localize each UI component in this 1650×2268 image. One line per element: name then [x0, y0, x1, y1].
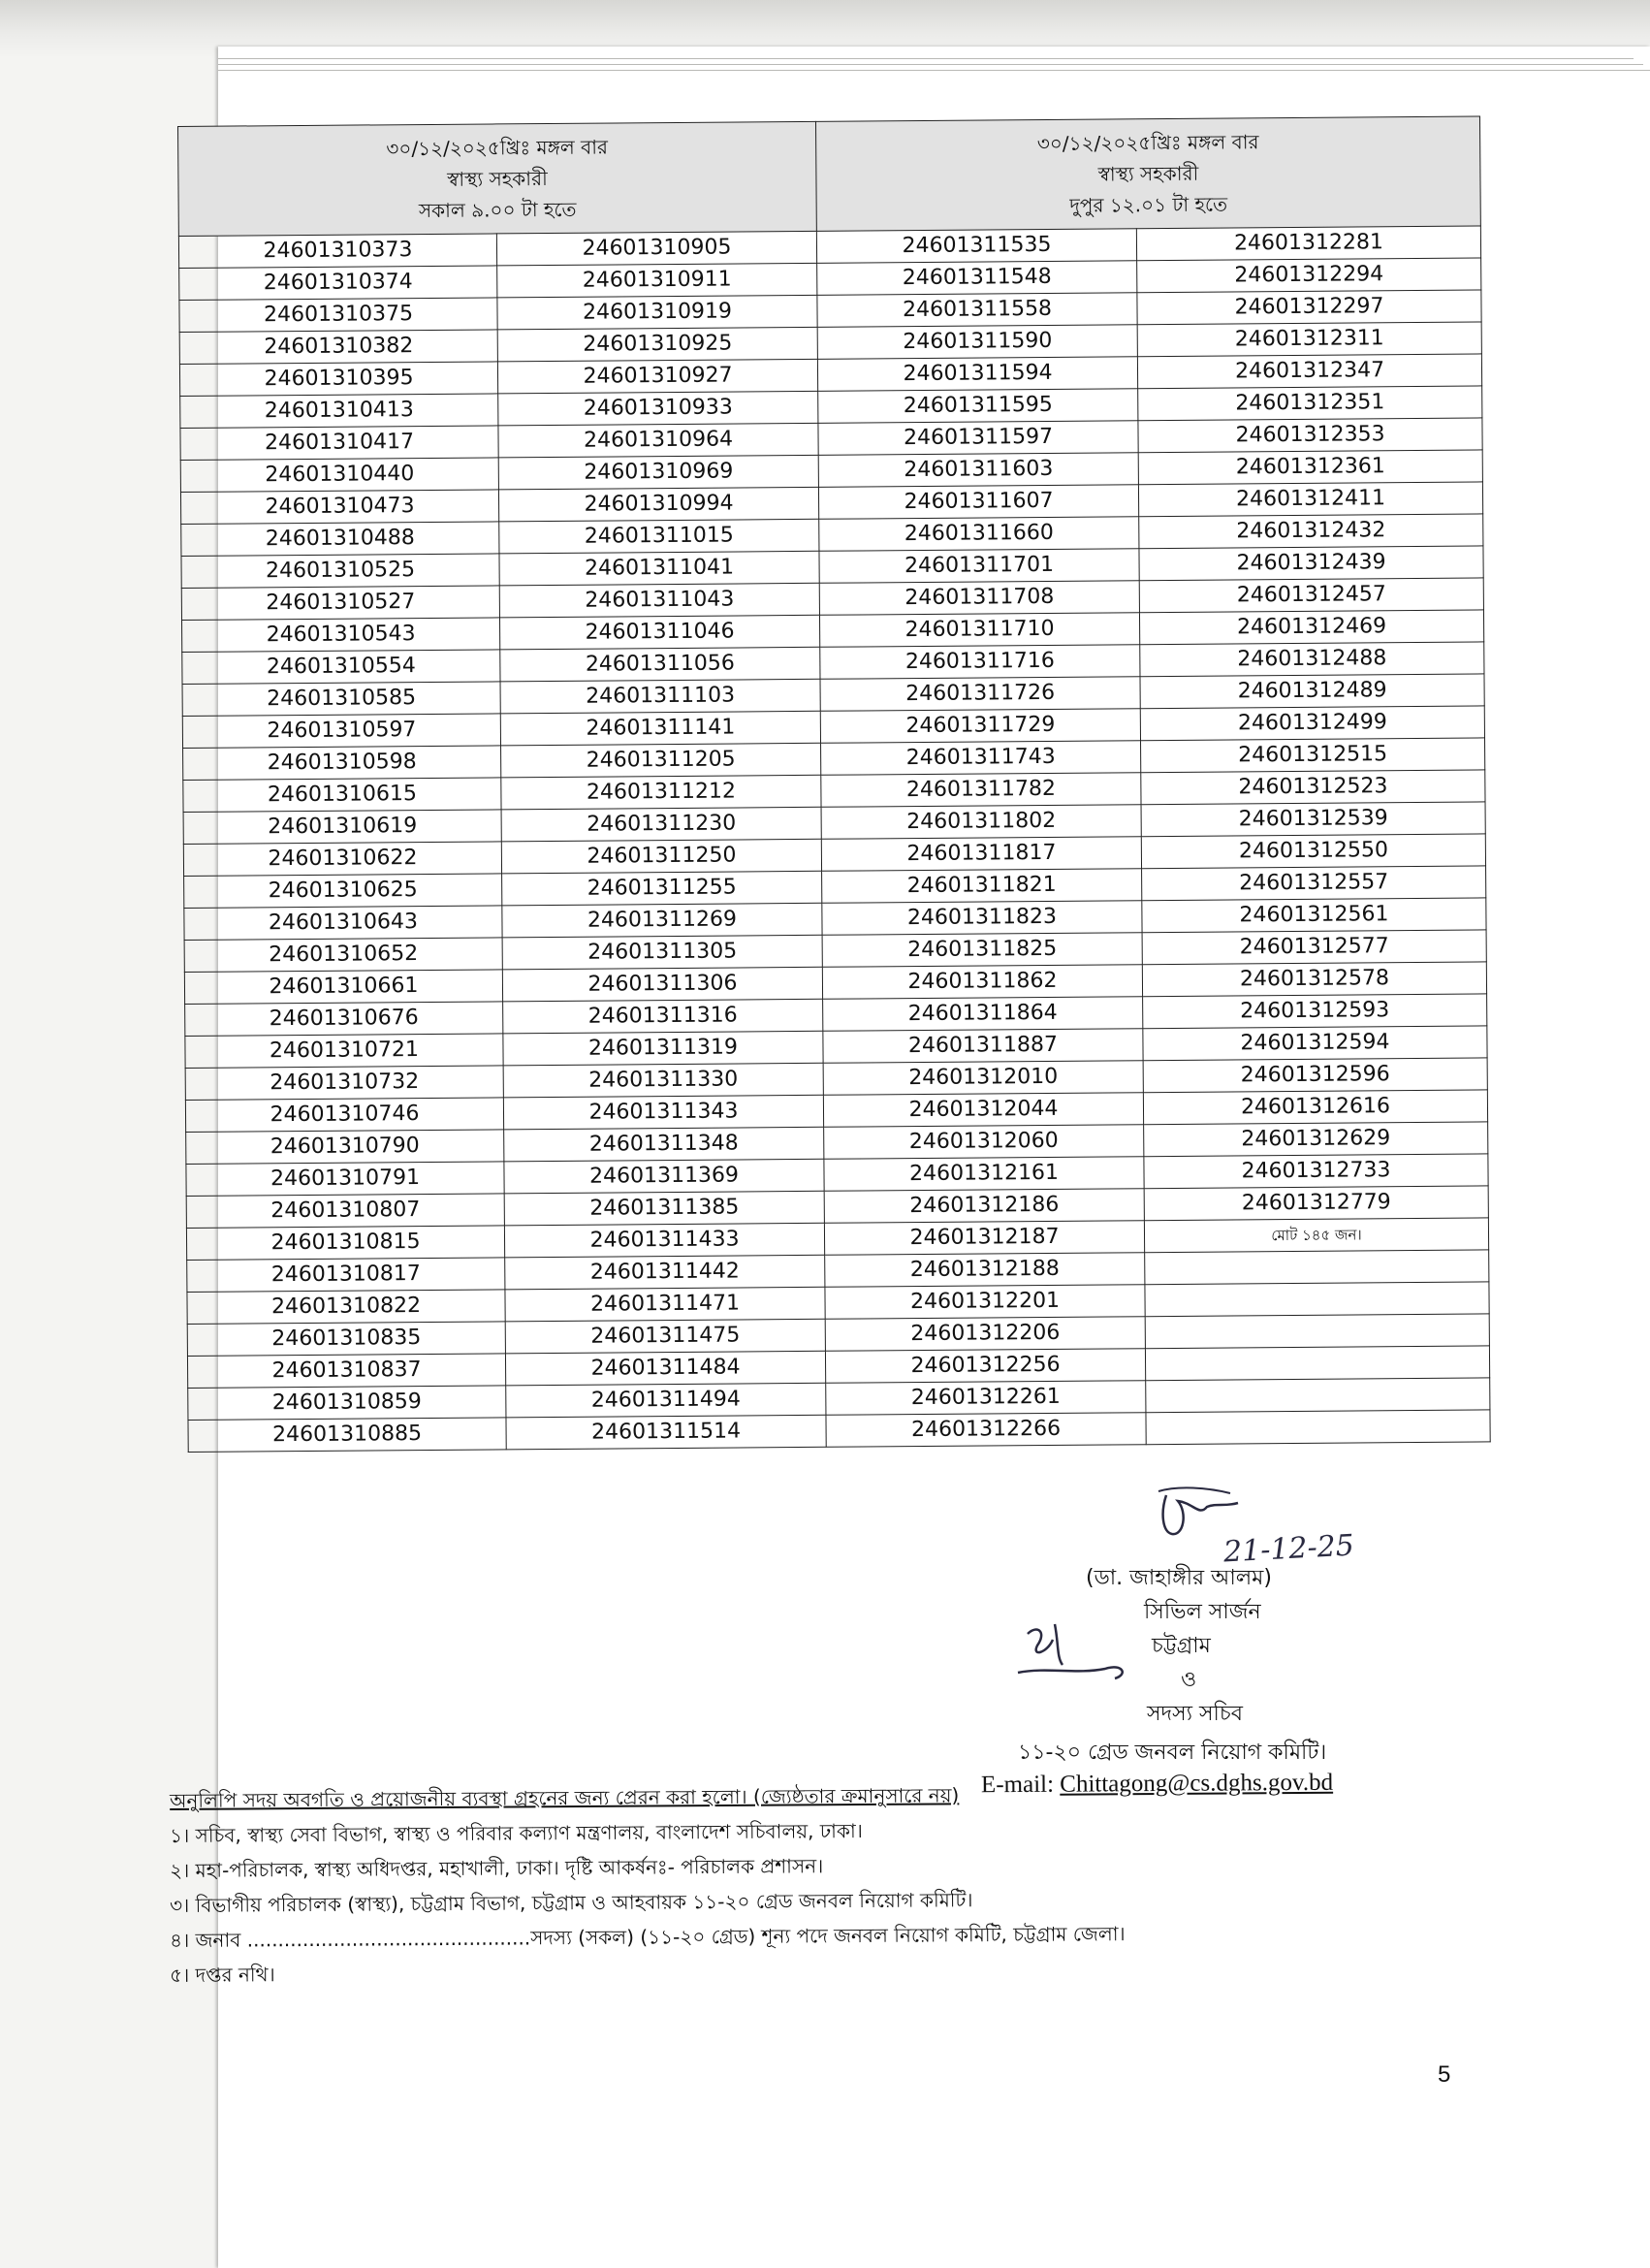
copy-item: ৪। জনাব ..............................................সদস্য (সকল) (১১-২০ গ্রেড) শূন্য পদে জনবল নিয়োগ কমিটি, চট্টগ্রাম জেলা। [170, 1922, 1126, 1952]
roll-number-cell: 24601312186 [824, 1189, 1144, 1224]
roll-number-cell: 24601310625 [184, 874, 502, 909]
paper-edge [218, 70, 1650, 71]
email-line [981, 1770, 1333, 1800]
roll-number-cell: 24601311825 [822, 933, 1142, 968]
roll-number-cell [1146, 1410, 1490, 1445]
roll-number-cell: 24601310721 [185, 1034, 503, 1069]
signatory-name: (ডা. জাহাঙ্গীর আলম) [1086, 1566, 1272, 1590]
roll-number-cell: 24601310527 [181, 586, 499, 621]
roll-number-cell: 24601311708 [819, 581, 1139, 616]
roll-number-cell: 24601310790 [186, 1130, 504, 1165]
roll-number-cell: 24601312206 [825, 1317, 1145, 1352]
roll-number-cell: 24601310382 [179, 330, 497, 365]
roll-number-cell: 24601311660 [819, 517, 1139, 552]
roll-number-cell: 24601312539 [1141, 802, 1485, 837]
roll-number-cell: 24601311782 [821, 773, 1141, 808]
roll-number-cell: 24601312266 [826, 1413, 1146, 1448]
roll-number-cell: 24601311823 [822, 901, 1142, 936]
roll-number-cell: 24601310619 [183, 810, 501, 845]
roll-number-cell: 24601311319 [503, 1031, 823, 1066]
roll-number-cell: 24601310543 [182, 618, 500, 653]
total-count-cell: মোট ১৪৫ জন। [1144, 1218, 1488, 1253]
roll-number-cell: 24601312596 [1143, 1058, 1487, 1093]
roll-number-cell: 24601312523 [1141, 770, 1485, 805]
signatory-role: সদস্য সচিব [1147, 1702, 1243, 1726]
roll-number-cell: 24601310374 [179, 266, 497, 301]
signatory-district: চট্টগ্রাম [1152, 1634, 1211, 1658]
roll-number-cell: 24601311056 [500, 647, 820, 682]
header-date: ৩০/১২/২০২৫খ্রিঃ মঙ্গল বার [1036, 130, 1259, 156]
roll-number-cell: 24601312550 [1141, 834, 1485, 869]
roll-number-cell: 24601311471 [505, 1287, 825, 1322]
roll-number-cell: 24601310598 [183, 746, 501, 781]
roll-number-cell: 24601311385 [504, 1191, 824, 1226]
roll-number-cell: 24601311514 [506, 1415, 826, 1450]
header-post: স্বাস্থ্য সহকারী [447, 167, 548, 191]
roll-number-cell: 24601310652 [184, 938, 502, 973]
roll-number-cell: 24601310643 [184, 906, 502, 941]
roll-number-cell: 24601310413 [180, 394, 498, 429]
roll-number-cell: 24601312557 [1142, 866, 1486, 901]
table-body [178, 226, 1490, 1453]
copy-item: ২। মহা-পরিচালক, স্বাস্থ্য অধিদপ্তর, মহাখালী, ঢাকা। দৃষ্টি আকর্ষনঃ- পরিচালক প্রশাসন। [170, 1854, 824, 1882]
roll-number-cell: 24601310585 [182, 682, 500, 717]
copy-item: ১। সচিব, স্বাস্থ্য সেবা বিভাগ, স্বাস্থ্য ও পরিবার কল্যাণ মন্ত্রণালয়, বাংলাদেশ সচিবালয়, ঢাকা। [170, 1819, 863, 1847]
roll-number-cell: 24601311316 [503, 999, 823, 1034]
roll-number-cell: 24601312411 [1138, 482, 1482, 517]
roll-number-cell: 24601311343 [503, 1095, 823, 1130]
roll-number-cell: 24601311887 [823, 1029, 1143, 1064]
roll-number-cell: 24601311484 [505, 1351, 825, 1386]
roll-number-cell: 24601311442 [505, 1255, 825, 1290]
roll-number-cell: 24601312188 [825, 1253, 1145, 1288]
roll-number-cell: 24601311603 [818, 453, 1138, 488]
roll-number-cell: 24601311817 [821, 837, 1141, 872]
roll-number-cell: 24601310661 [184, 970, 502, 1005]
roll-number-cell: 24601311369 [504, 1159, 824, 1194]
signature-date: 21-12-25 [1222, 1528, 1355, 1570]
roll-number-cell: 24601311862 [822, 965, 1142, 1000]
table-header-row [178, 116, 1481, 237]
roll-number-cell: 24601311802 [821, 805, 1141, 840]
copy-item: ৫। দপ্তর নথি। [170, 1963, 275, 1987]
header-date: ৩০/১২/২০২৫খ্রিঃ মঙ্গল বার [386, 135, 609, 161]
roll-number-cell: 24601310615 [183, 778, 501, 813]
roll-number-cell: 24601310925 [497, 327, 817, 362]
roll-number-cell: 24601310791 [186, 1162, 504, 1197]
roll-number-cell: 24601312353 [1138, 418, 1482, 453]
roll-number-cell: 24601310676 [185, 1002, 503, 1037]
roll-number-cell: 24601311726 [820, 677, 1140, 712]
roll-number-cell: 24601312594 [1143, 1026, 1487, 1061]
roll-number-cell: 24601312294 [1137, 258, 1481, 293]
roll-number-cell: 24601310837 [187, 1354, 505, 1389]
roll-number-cell: 24601312311 [1137, 322, 1481, 357]
roll-number-cell: 24601312593 [1143, 994, 1487, 1029]
roll-number-cell: 24601310373 [178, 234, 496, 269]
roll-number-cell: 24601311558 [817, 293, 1137, 328]
roll-number-cell: 24601311330 [503, 1063, 823, 1098]
copy-item: ৩। বিভাগীয় পরিচালক (স্বাস্থ্য), চট্টগ্রাম বিভাগ, চট্টগ্রাম ও আহবায়ক ১১-২০ গ্রেড জনবল নিয়োগ কমিটি। [170, 1888, 973, 1917]
paper-edge [218, 64, 1643, 65]
roll-number-cell: 24601312499 [1140, 706, 1484, 741]
roll-number-cell: 24601311041 [499, 551, 819, 586]
roll-number-cell: 24601310488 [181, 522, 499, 557]
roll-number-cell: 24601311043 [499, 583, 819, 618]
roll-number-cell: 24601311269 [502, 903, 822, 938]
morning-session-header [178, 121, 817, 236]
roll-number-cell: 24601312201 [825, 1285, 1145, 1320]
roll-number-cell: 24601310375 [179, 298, 497, 333]
roll-number-cell: 24601312347 [1137, 354, 1481, 389]
roll-number-cell: 24601310597 [182, 714, 500, 749]
copy-heading: অনুলিপি সদয় অবগতি ও প্রয়োজনীয় ব্যবস্থা গ্রহনের জন্য প্রেরন করা হলো। (জ্যেষ্ঠতার ক্রমানুসারে নয়) [170, 1783, 960, 1812]
roll-number-cell: 24601310440 [180, 458, 498, 493]
roll-number-cell: 24601310885 [188, 1418, 506, 1453]
roll-number-cell: 24601310859 [188, 1386, 506, 1421]
roll-number-cell: 24601310815 [186, 1226, 504, 1261]
page-number: 5 [1438, 2061, 1451, 2088]
roll-number-cell: 24601312297 [1137, 290, 1481, 325]
roll-number-table [177, 115, 1490, 1453]
roll-number-cell: 24601310473 [180, 490, 498, 525]
roll-number-cell: 24601310919 [497, 295, 817, 330]
roll-number-cell: 24601311046 [499, 615, 819, 650]
roll-number-cell: 24601311103 [500, 679, 820, 714]
handwritten-initials [1008, 1614, 1163, 1697]
roll-number-cell: 24601310994 [498, 487, 818, 522]
roll-number-cell: 24601311255 [502, 871, 822, 906]
roll-number-cell: 24601312578 [1142, 962, 1486, 997]
roll-number-cell: 24601311306 [502, 967, 822, 1002]
roll-number-cell: 24601310969 [498, 455, 818, 490]
roll-number-cell: 24601311205 [501, 743, 821, 778]
roll-number-cell: 24601312432 [1139, 514, 1483, 549]
roll-number-cell: 24601310622 [183, 842, 501, 877]
roll-number-cell: 24601311701 [819, 549, 1139, 584]
roll-number-cell: 24601311548 [817, 261, 1137, 296]
roll-number-cell: 24601311433 [504, 1223, 824, 1258]
signatory-and: ও [1181, 1668, 1197, 1692]
roll-number-cell: 24601311015 [499, 519, 819, 554]
roll-number-cell: 24601311821 [822, 869, 1142, 904]
roll-number-cell: 24601311597 [818, 421, 1138, 456]
roll-number-cell: 24601311729 [820, 709, 1140, 744]
roll-number-cell: 24601311864 [823, 997, 1143, 1032]
roll-number-cell: 24601311590 [817, 325, 1137, 360]
roll-number-cell: 24601312439 [1139, 546, 1483, 581]
roll-number-cell [1146, 1378, 1490, 1413]
roll-number-cell: 24601312488 [1140, 642, 1484, 677]
roll-number-cell [1145, 1282, 1489, 1317]
roll-number-cell: 24601310964 [498, 423, 818, 458]
roll-number-cell [1145, 1314, 1489, 1349]
roll-number-cell: 24601312489 [1140, 674, 1484, 709]
roll-number-cell: 24601311250 [501, 839, 821, 874]
roll-number-cell: 24601311594 [817, 357, 1137, 392]
signatory-designation: সিভিল সার্জন [1144, 1600, 1261, 1624]
signatory-committee: ১১-২০ গ্রেড জনবল নিয়োগ কমিটি। [1018, 1741, 1327, 1765]
roll-number-cell: 24601310732 [185, 1066, 503, 1101]
roll-number-cell: 24601312616 [1143, 1090, 1487, 1125]
roll-number-cell: 24601312256 [825, 1349, 1145, 1384]
roll-number-cell: 24601310395 [179, 362, 497, 397]
roll-number-cell: 24601310835 [187, 1322, 505, 1357]
roll-number-cell: 24601312561 [1142, 898, 1486, 933]
roll-number-cell: 24601310927 [497, 359, 817, 394]
roll-number-cell: 24601312469 [1139, 610, 1483, 645]
roll-number-cell: 24601311494 [506, 1383, 826, 1418]
roll-number-cell: 24601312261 [826, 1381, 1146, 1416]
roll-number-cell: 24601312044 [823, 1093, 1143, 1128]
header-post: স্বাস্থ্য সহকারী [1097, 161, 1199, 186]
roll-number-cell: 24601311212 [501, 775, 821, 810]
roll-number-cell: 24601311348 [504, 1127, 824, 1162]
roll-number-cell: 24601310822 [187, 1290, 505, 1325]
roll-number-cell: 24601310807 [186, 1194, 504, 1229]
header-time: দুপুর ১২.০১ টা হতে [1069, 192, 1228, 217]
roll-number-cell: 24601311710 [819, 613, 1139, 648]
roll-number-cell: 24601312281 [1136, 226, 1480, 261]
roll-number-cell: 24601311595 [818, 389, 1138, 424]
noon-session-header [815, 116, 1480, 231]
roll-number-cell: 24601312515 [1141, 738, 1485, 773]
roll-number-cell: 24601310817 [187, 1258, 505, 1293]
roll-number-cell: 24601311535 [816, 229, 1136, 264]
roll-number-cell: 24601312457 [1139, 578, 1483, 613]
roll-number-cell: 24601312351 [1138, 386, 1482, 421]
email-label: E-mail: [980, 1771, 1055, 1799]
roll-number-cell: 24601312187 [824, 1221, 1144, 1256]
roll-number-cell [1145, 1346, 1489, 1381]
roll-number-cell: 24601310911 [497, 263, 817, 298]
paper-edge [218, 58, 1634, 59]
roll-number-cell: 24601310417 [180, 426, 498, 461]
roll-number-cell: 24601311743 [821, 741, 1141, 776]
roll-number-cell: 24601312779 [1144, 1186, 1488, 1221]
roll-number-cell [1145, 1250, 1489, 1285]
roll-number-cell: 24601311141 [500, 711, 820, 746]
roll-number-cell: 24601312577 [1142, 930, 1486, 965]
roll-number-cell: 24601311230 [501, 807, 821, 842]
roll-number-cell: 24601311716 [820, 645, 1140, 680]
email-link[interactable]: Chittagong@cs.dghs.gov.bd [1060, 1769, 1334, 1798]
roll-number-cell: 24601311475 [505, 1319, 825, 1354]
roll-number-cell: 24601312361 [1138, 450, 1482, 485]
roll-number-cell: 24601312161 [824, 1157, 1144, 1192]
roll-number-cell: 24601310746 [185, 1098, 503, 1133]
header-time: সকাল ৯.০০ টা হতে [418, 197, 577, 223]
roll-number-cell: 24601310933 [498, 391, 818, 426]
roll-number-cell: 24601312060 [824, 1125, 1144, 1160]
roll-number-cell: 24601311607 [818, 485, 1138, 520]
roll-number-cell: 24601311305 [502, 935, 822, 970]
roll-number-cell: 24601310905 [496, 231, 816, 266]
roll-number-cell: 24601310554 [182, 650, 500, 685]
roll-number-cell: 24601310525 [181, 554, 499, 589]
roll-number-cell: 24601312629 [1144, 1122, 1488, 1157]
roll-number-cell: 24601312733 [1144, 1154, 1488, 1189]
roll-number-cell: 24601312010 [823, 1061, 1143, 1096]
